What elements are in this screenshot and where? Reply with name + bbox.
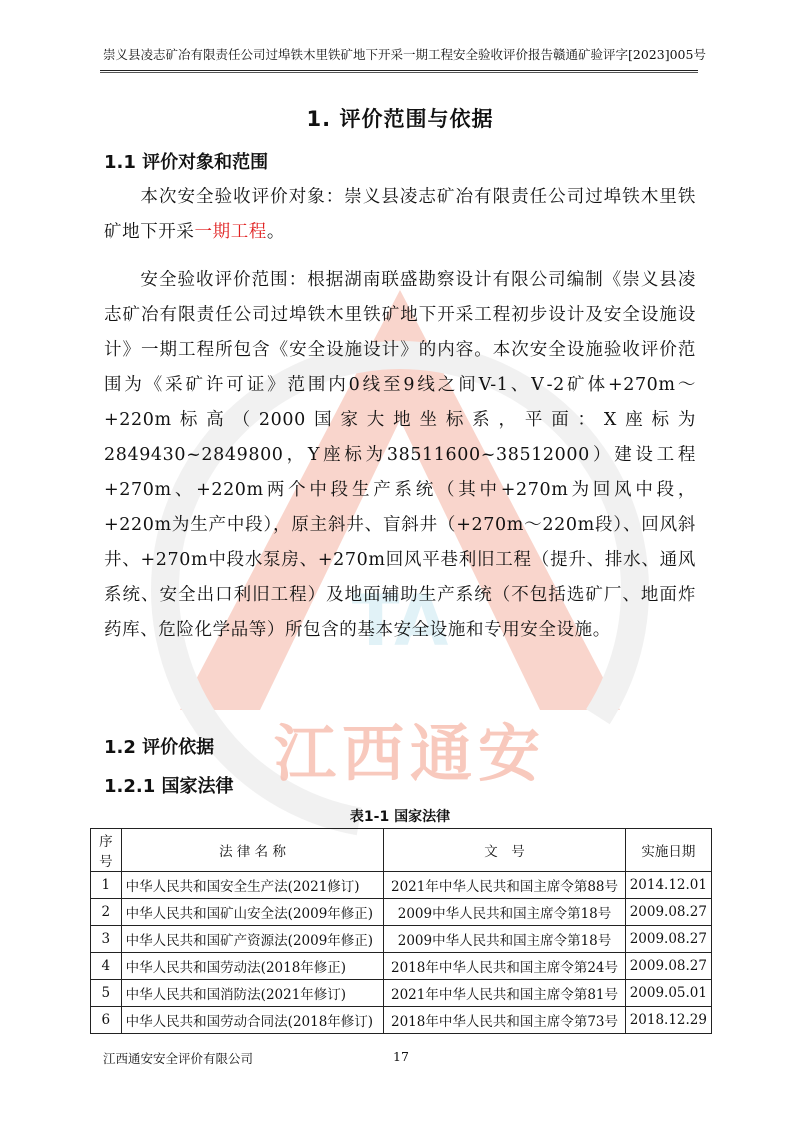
cell-effective-date: 2009.05.01 [625,980,711,1007]
cell-law-name: 中华人民共和国消防法(2021年修订) [121,980,384,1007]
cell-law-name: 中华人民共和国劳动合同法(2018年修订) [121,1007,384,1034]
paragraph-evaluation-object [104,180,696,250]
cell-law-name: 中华人民共和国安全生产法(2021修订) [121,872,384,899]
cell-document-number: 2021年中华人民共和国主席令第81号 [384,980,625,1007]
cell-no: 2 [91,899,122,926]
cell-document-number: 2021年中华人民共和国主席令第88号 [384,872,625,899]
cell-law-name: 中华人民共和国劳动法(2018年修正) [121,953,384,980]
cell-document-number: 2009中华人民共和国主席令第18号 [384,926,625,953]
scope-text: 安全验收评价范围：根据湖南联盛勘察设计有限公司编制《崇义县凌志矿冶有限责任公司过埠铁木里铁矿地下开采工程初步设计及安全设施设计》一期工程所包含《安全设施设计》的内容。本次安全设施验收评价范围为《采矿许可证》范围内0线至9线之间V-1、Ⅴ-2矿体+270m～+220m标高（2000国家大地坐标系，平面：X座标为2849430~2849800，Y座标为38511600~38512000）建设工程+270m、+220m两个中段生产系统（其中+270m为回风中段，+220m为生产中段），原主斜井、盲斜井（+270m～220m段）、回风斜井、+270m中段水泵房、+270m回风平巷利旧工程（提升、排水、通风系统、安全出口利旧工程）及地面辅助生产系统（不包括选矿厂、地面炸药库、危险化学品等）所包含的基本安全设施和专用安全设施。 [104,270,696,640]
section-heading-1-2: 1.2 评价依据 [104,737,215,758]
cell-no: 6 [91,1007,122,1034]
cell-no: 3 [91,926,122,953]
watermark-text: 江西通安 [273,717,547,790]
object-end: 。 [266,222,286,242]
cell-effective-date: 2009.08.27 [625,953,711,980]
header-document-number: 文 号 [384,829,625,872]
section-heading-1-2-1: 1.2.1 国家法律 [104,776,234,797]
table-row [91,872,712,899]
laws-table [90,828,712,1034]
footer-company: 江西通安安全评价有限公司 [103,1051,254,1066]
cell-law-name: 中华人民共和国矿山安全法(2009年修正) [121,899,384,926]
header-report-title: 崇义县凌志矿冶有限责任公司过埠铁木里铁矿地下开采一期工程安全验收评价报告 [103,47,554,62]
cell-document-number: 2018年中华人民共和国主席令第24号 [384,953,625,980]
table-header-row [91,829,712,872]
table-row [91,953,712,980]
header-divider [100,70,698,71]
cell-document-number: 2009中华人民共和国主席令第18号 [384,899,625,926]
cell-effective-date: 2009.08.27 [625,899,711,926]
header-law-name: 法 律 名 称 [121,829,384,872]
paragraph-evaluation-scope [104,263,696,648]
header-report-number: 赣通矿验评字[2023]005号 [553,47,706,62]
footer-page-number: 17 [393,1049,409,1064]
table-caption: 表1-1 国家法律 [349,809,451,825]
cell-no: 5 [91,980,122,1007]
object-text: 本次安全验收评价对象：崇义县凌志矿冶有限责任公司过埠铁木里铁矿地下开采 [104,187,696,242]
table-row [91,899,712,926]
header-divider-thin [100,72,698,73]
section-heading-1-1: 1.1 评价对象和范围 [104,152,269,173]
object-highlight: 一期工程 [194,222,267,242]
cell-document-number: 2018年中华人民共和国主席令第73号 [384,1007,625,1034]
table-row [91,980,712,1007]
cell-no: 1 [91,872,122,899]
header-no: 序号 [91,829,122,872]
table-row [91,926,712,953]
cell-no: 4 [91,953,122,980]
cell-effective-date: 2018.12.29 [625,1007,711,1034]
table-row [91,1007,712,1034]
watermark-letters: TA [351,580,449,662]
cell-law-name: 中华人民共和国矿产资源法(2009年修正) [121,926,384,953]
chapter-title: 1. 评价范围与依据 [306,107,494,131]
page-header [103,46,706,64]
header-effective-date: 实施日期 [625,829,711,872]
cell-effective-date: 2014.12.01 [625,872,711,899]
cell-effective-date: 2009.08.27 [625,926,711,953]
